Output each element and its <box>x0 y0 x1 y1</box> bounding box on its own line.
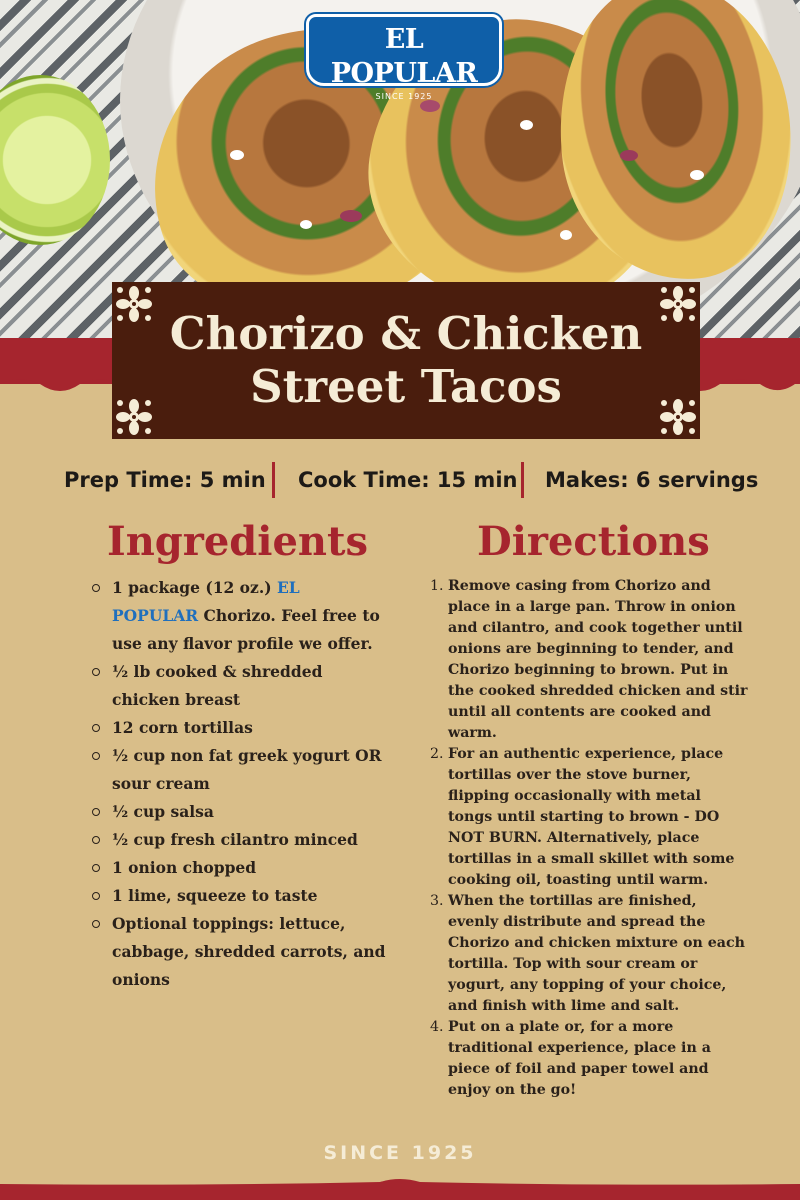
bullet-icon <box>92 584 100 592</box>
ingredient-text: ½ cup non fat greek yogurt OR sour cream <box>112 746 382 793</box>
step-text: When the tortillas are finished, evenly distribute and spread the Chorizo and chicken mixture on each tortilla. Top with sour cream or yogurt, any topping of your choice, and finish with lime and salt. <box>448 893 745 1014</box>
flower-ornament-icon <box>114 397 154 437</box>
feta-crumb <box>690 170 704 180</box>
ingredient-item <box>90 882 390 910</box>
recipe-title <box>152 307 660 413</box>
ingredient-suffix: Chorizo. Feel free to use any flavor profile we offer. <box>112 606 380 653</box>
step-text: Remove casing from Chorizo and place in a large pan. Throw in onion and cilantro, and cook together until onions are beginning to tender, and Chorizo beginning to brown. Put in the cooked shredded chicken and stir until all contents are cooked and warm. <box>448 578 748 741</box>
feta-crumb <box>560 230 572 240</box>
bullet-icon <box>92 724 100 732</box>
ingredient-text: 1 onion chopped <box>112 858 257 877</box>
feta-crumb <box>300 220 312 229</box>
prep-time: Prep Time: 5 min <box>64 468 266 492</box>
footer-band <box>0 1186 800 1200</box>
logo-tagline: SINCE 1925 <box>375 92 433 101</box>
cook-time: Cook Time: 15 min <box>298 468 518 492</box>
directions-list <box>430 576 748 1101</box>
flower-ornament-icon <box>658 284 698 324</box>
ingredient-text: ½ cup fresh cilantro minced <box>112 830 358 849</box>
ingredient-text: 12 corn tortillas <box>112 718 253 737</box>
ingredient-text: ½ cup salsa <box>112 802 214 821</box>
feta-crumb <box>520 120 533 130</box>
step-text: For an authentic experience, place tortillas over the stove burner, flipping occasionally with metal tongs until starting to brown - DO NOT BURN. Alternatively, place tortillas in a small skillet with some cooking oil, toasting until warm. <box>448 746 735 888</box>
direction-step <box>430 1017 748 1101</box>
title-box <box>112 282 700 439</box>
directions-heading: Directions <box>477 518 710 565</box>
recipe-title-line2: Street Tacos <box>250 360 562 413</box>
bullet-icon <box>92 808 100 816</box>
direction-step <box>430 576 748 744</box>
ingredient-text: Optional toppings: lettuce, cabbage, shredded carrots, and onions <box>112 914 386 989</box>
ingredient-item <box>90 658 390 714</box>
ingredient-item <box>90 910 390 994</box>
servings: Makes: 6 servings <box>545 468 759 492</box>
ingredient-item <box>90 714 390 742</box>
meta-divider <box>521 462 524 498</box>
el-popular-logo <box>306 14 502 101</box>
ingredient-item <box>90 742 390 798</box>
meta-divider <box>272 462 275 498</box>
flower-ornament-icon <box>114 284 154 324</box>
brand-name: EL POPULAR <box>112 578 300 625</box>
lime-image <box>0 75 110 245</box>
footer-since: SINCE 1925 <box>323 1142 477 1164</box>
ingredients-heading: Ingredients <box>107 518 368 565</box>
red-onion <box>620 150 638 161</box>
ingredient-item <box>90 798 390 826</box>
flower-ornament-icon <box>658 397 698 437</box>
bullet-icon <box>92 836 100 844</box>
ingredient-item <box>90 574 390 658</box>
ingredient-item <box>90 826 390 854</box>
step-number: 4. <box>430 1019 444 1035</box>
feta-crumb <box>230 150 244 160</box>
red-onion <box>340 210 362 222</box>
recipe-title-line1: Chorizo & Chicken <box>169 307 643 360</box>
ingredient-item <box>90 854 390 882</box>
step-number: 1. <box>430 578 444 594</box>
bullet-icon <box>92 920 100 928</box>
ingredient-text: ½ lb cooked & shredded chicken breast <box>112 662 323 709</box>
step-text: Put on a plate or, for a more traditional experience, place in a piece of foil and paper towel and enjoy on the go! <box>448 1019 711 1098</box>
bullet-icon <box>92 752 100 760</box>
ingredient-text: 1 lime, squeeze to taste <box>112 886 318 905</box>
bullet-icon <box>92 892 100 900</box>
bullet-icon <box>92 668 100 676</box>
ingredients-list <box>90 574 390 994</box>
bullet-icon <box>92 864 100 872</box>
logo-name: EL POPULAR <box>330 24 478 89</box>
step-number: 2. <box>430 746 444 762</box>
step-number: 3. <box>430 893 444 909</box>
ingredient-prefix: 1 package (12 oz.) <box>112 578 277 597</box>
direction-step <box>430 744 748 891</box>
direction-step <box>430 891 748 1017</box>
